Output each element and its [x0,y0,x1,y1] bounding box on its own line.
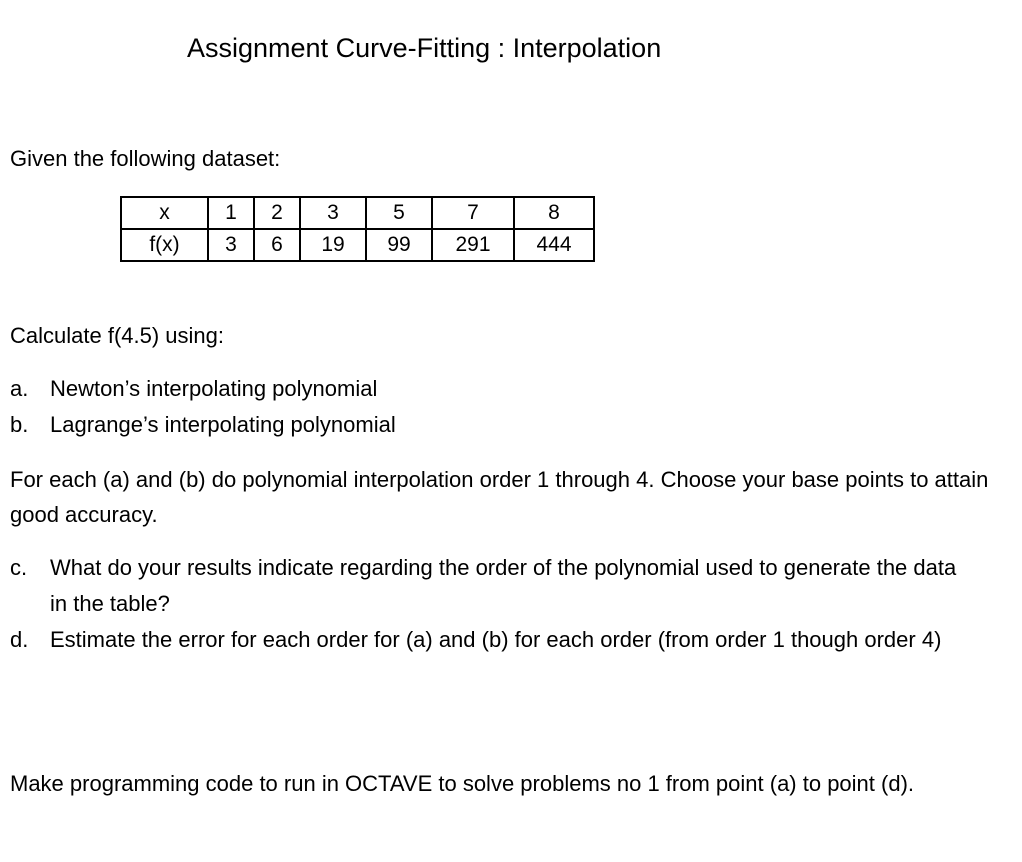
table-cell: 3 [208,229,254,261]
list-item-text: Newton’s interpolating polynomial [50,376,378,401]
calculate-text: Calculate f(4.5) using: [10,323,224,348]
table-row-fx [121,229,594,261]
closing-text: Make programming code to run in OCTAVE to solve problems no 1 from point (a) to point (d). [10,771,915,796]
page-title: Assignment Curve-Fitting : Interpolation [187,33,662,63]
list-marker: c. [10,555,28,580]
list-marker: a. [10,376,29,401]
table-cell: 444 [514,229,594,261]
table-cell: 8 [514,197,594,229]
table-cell: 2 [254,197,300,229]
intro-text: Given the following dataset: [10,146,281,171]
table-cell: 291 [432,229,514,261]
table-cell: 3 [300,197,366,229]
table-cell: x [121,197,208,229]
dataset-table [120,196,595,262]
list-item [10,407,396,443]
list-item [10,371,396,407]
table-row-x [121,197,594,229]
list-marker: b. [10,412,29,437]
table-cell: 6 [254,229,300,261]
table-cell: 1 [208,197,254,229]
questions-list [10,550,970,658]
list-item-text: Lagrange’s interpolating polynomial [50,412,396,437]
table-cell: 5 [366,197,432,229]
table-cell: 19 [300,229,366,261]
list-marker: d. [10,627,29,652]
list-item [10,622,970,658]
table-cell: 7 [432,197,514,229]
methods-list [10,371,396,443]
list-item [10,550,970,622]
table-cell: 99 [366,229,432,261]
list-item-text: What do your results indicate regarding the order of the polynomial used to generate the data in the table? [50,555,957,616]
list-item-text: Estimate the error for each order for (a) and (b) for each order (from order 1 though order 4) [50,627,942,652]
table-cell: f(x) [121,229,208,261]
instruction-text: For each (a) and (b) do polynomial interpolation order 1 through 4. Choose your base points to attain good accuracy. [10,467,989,527]
